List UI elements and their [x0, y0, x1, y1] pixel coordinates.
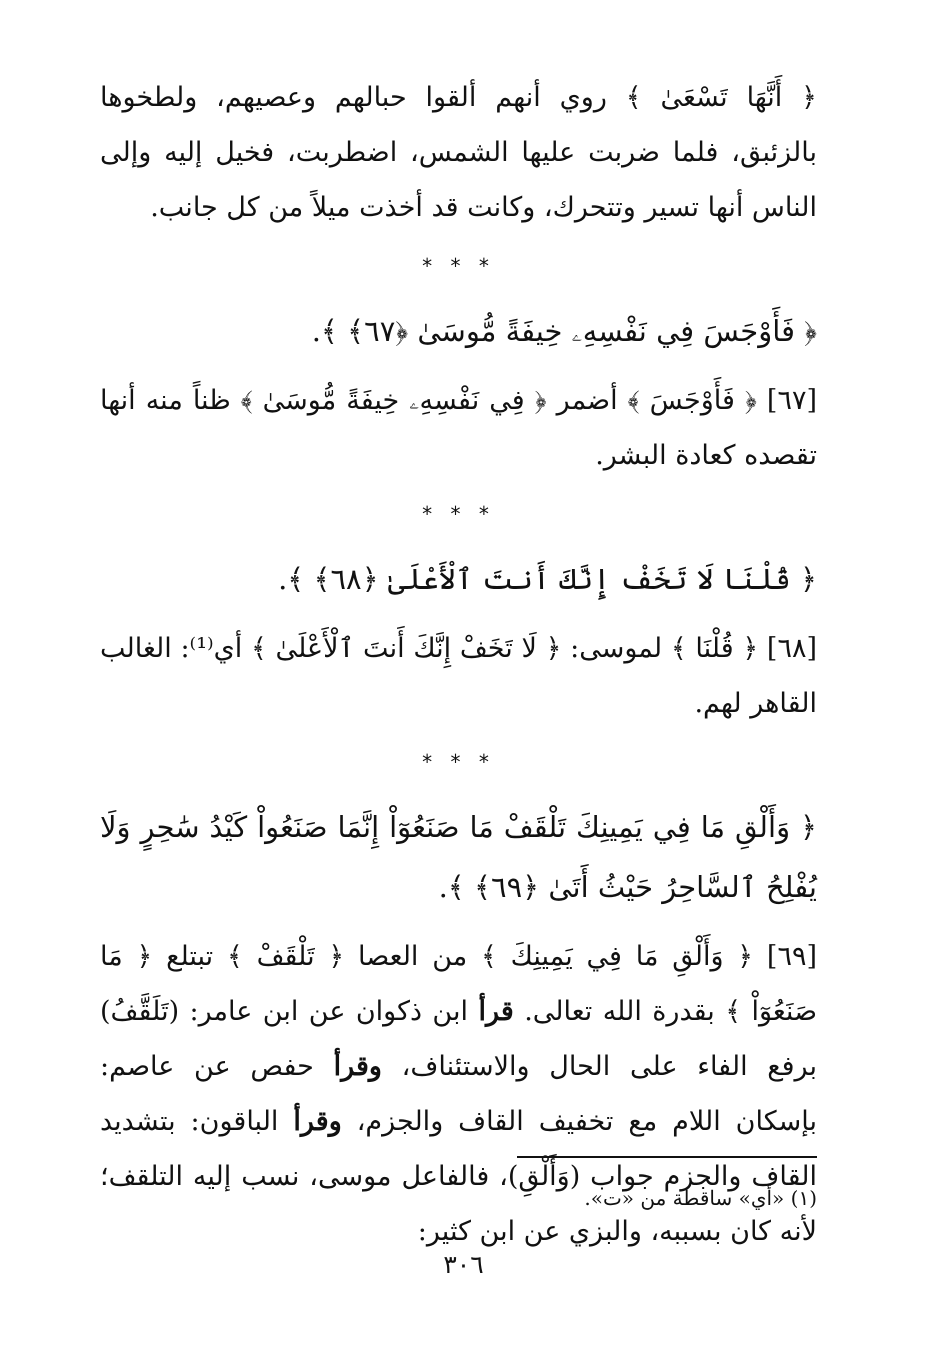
reading-keyword: وقرأ: [333, 1051, 382, 1082]
footnote-divider: [517, 1156, 817, 1158]
verse-67: ﴿ فَأَوْجَسَ فِي نَفْسِهِۦ خِيفَةً مُّوسَىٰ ﴿٦٧﴾ ﴾.: [311, 314, 817, 348]
reading-keyword: وقرأ: [293, 1106, 342, 1137]
commentary-69-text: ابن ذكوان عن ابن عامر: (تَلَقَّفُ) برفع الفاء على الحال والاستئناف،: [100, 996, 817, 1082]
page-body: [100, 70, 817, 1259]
verse-68: ﴿ قُلْنَا لَا تَخَفْ إِنَّكَ أَنتَ ٱلْأَعْلَىٰ ﴿٦٨﴾ ﴾.: [278, 562, 817, 596]
commentary-69-text: [٦٩] ﴿ وَأَلْقِ مَا فِي يَمِينِكَ ﴾ من العصا ﴿ تَلْقَفْ ﴾ تبتلع ﴿ مَا صَنَعُوٓاْ ﴾ بقدرة الله تعالى.: [100, 941, 818, 1027]
commentary-69-text: الباقون: بتشديد القاف والجزم جواب (وَأَلْقِ)، فالفاعل موسى، نسب إليه التلقف؛ لأنه كان بسببه، والبزي عن ابن كثير:: [100, 1106, 817, 1247]
commentary-paragraph: ﴿ أَنَّهَا تَسْعَىٰ ﴾ روي أنهم ألقوا حبالهم وعصيهم، ولطخوها بالزئبق، فلما ضربت عليها الشمس، اضطربت، فخيل إليه وإلى الناس أنها تسير وتتحرك، وكانت قد أخذت ميلاً من كل جانب.: [100, 82, 817, 223]
section-separator: * * *: [422, 750, 495, 774]
verse-69: ﴿ وَأَلْقِ مَا فِي يَمِينِكَ تَلْقَفْ مَا صَنَعُوٓاْ إِنَّمَا صَنَعُواْ كَيْدُ سَٰحِرٍ وَلَا يُفْلِحُ ٱلسَّاحِرُ حَيْثُ أَتَىٰ ﴿٦٩﴾ ﴾.: [100, 810, 817, 904]
footnote: (١) «أي» ساقطة من «ت».: [584, 1186, 817, 1210]
commentary-69-text: حفص عن عاصم: بإسكان اللام مع تخفيف القاف والجزم،: [100, 1051, 817, 1137]
commentary-68: [٦٨] ﴿ قُلْنَا ﴾ لموسى: ﴿ لَا تَخَفْ إِنَّكَ أَنتَ ٱلْأَعْلَىٰ ﴾ أي⁽¹⁾: الغالب القاهر لهم.: [100, 633, 817, 719]
page-number: ٣٠٦: [443, 1250, 484, 1279]
section-separator: * * *: [422, 502, 495, 526]
commentary-67: [٦٧] ﴿ فَأَوْجَسَ ﴾ أضمر ﴿ فِي نَفْسِهِۦ خِيفَةً مُّوسَىٰ ﴾ ظناً منه أنها تقصده كعادة البشر.: [100, 385, 817, 471]
reading-keyword: قرأ: [478, 996, 514, 1027]
section-separator: * * *: [422, 254, 495, 278]
